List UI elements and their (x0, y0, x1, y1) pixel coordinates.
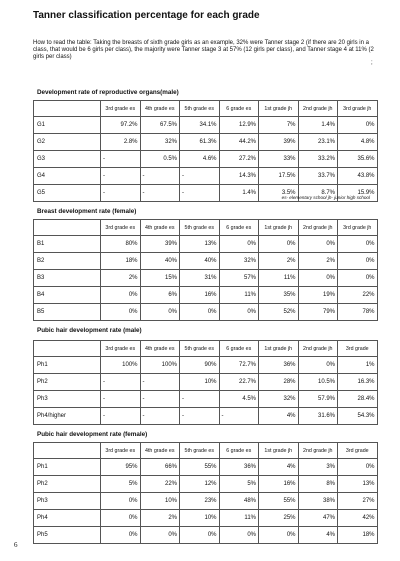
table-cell: 31% (180, 270, 220, 287)
row-label: Ph1 (34, 357, 101, 374)
table-cell: 32% (259, 391, 299, 408)
table-cell: 0% (140, 304, 180, 321)
row-label: Ph3 (34, 391, 101, 408)
table-cell: 11% (219, 287, 259, 304)
table-cell: 54.3% (338, 408, 378, 425)
table-header-row (34, 341, 378, 357)
table-cell: 5% (101, 476, 141, 493)
table-cell: 19% (298, 287, 338, 304)
table-cell: 2.8% (101, 134, 141, 151)
table-cell: 1.4% (219, 185, 259, 202)
table-row (34, 134, 378, 151)
table-cell: 1.4% (298, 117, 338, 134)
table-cell: 35.6% (338, 151, 378, 168)
page-number: 6 (14, 541, 18, 549)
table-cell: 0% (140, 527, 180, 544)
intro-mark: ; (371, 60, 373, 66)
table-cell: 95% (101, 459, 141, 476)
table-cell: 35% (259, 287, 299, 304)
row-label: G2 (34, 134, 101, 151)
table-cell: 97.2% (101, 117, 141, 134)
table-cell: 1% (338, 357, 378, 374)
column-header: 3rd grade jh (338, 101, 378, 117)
table-cell: 3.5% (259, 185, 299, 202)
table-cell: 0% (338, 270, 378, 287)
table-row (34, 270, 378, 287)
table-cell: - (101, 185, 141, 202)
column-header: 2nd grade jh (298, 220, 338, 236)
table-cell: - (180, 391, 220, 408)
table-cell: 2% (259, 253, 299, 270)
table-cell: 0% (101, 287, 141, 304)
column-header: 2nd grade jh (298, 443, 338, 459)
table-cell: 52% (259, 304, 299, 321)
table-cell: 2% (298, 253, 338, 270)
table-cell: 3% (298, 459, 338, 476)
column-header: 2nd grade jh (298, 101, 338, 117)
section-title-female-pubic-hair: Pubic hair development rate (female) (37, 431, 148, 438)
table-cell: 0% (338, 253, 378, 270)
table-cell: 48% (219, 493, 259, 510)
table-cell: 11% (259, 270, 299, 287)
column-header: 5th grade es (180, 220, 220, 236)
column-header: 4th grade es (140, 101, 180, 117)
row-label: Ph2 (34, 476, 101, 493)
table-cell: 4.6% (180, 151, 220, 168)
row-label: B2 (34, 253, 101, 270)
table-cell: 2% (140, 510, 180, 527)
column-header: 5th grade es (180, 101, 220, 117)
intro-paragraph: How to read the table: Taking the breasts of sixth grade girls as an example, 32% were Tanner stage 2 (if there are 20 girls in a class, that would be 6 girls per class), the majority were Tanner stage 3 at 57% (12 girls per class), and Tanner stage 4 at 11% (2 girls per class) (33, 40, 374, 60)
table-row (34, 287, 378, 304)
table-cell: 10% (140, 493, 180, 510)
table-cell: 23% (180, 493, 220, 510)
table-header-row (34, 101, 378, 117)
column-header: 5th grade es (180, 341, 220, 357)
table-cell: 15.9% (338, 185, 378, 202)
table-cell: 40% (140, 253, 180, 270)
row-label: Ph5 (34, 527, 101, 544)
header-corner-cell (34, 341, 101, 357)
table-cell: - (140, 408, 180, 425)
table-row (34, 357, 378, 374)
table-cell: 12% (180, 476, 220, 493)
table-cell: 10% (180, 374, 220, 391)
column-header: 1st grade jh (259, 101, 299, 117)
table-cell: 22% (338, 287, 378, 304)
table-cell: 39% (140, 236, 180, 253)
column-header: 3rd grade (338, 341, 378, 357)
table-cell: 31.6% (298, 408, 338, 425)
table-row (34, 408, 378, 425)
table-cell: 57% (219, 270, 259, 287)
table-cell: 27% (338, 493, 378, 510)
table-cell: 33% (259, 151, 299, 168)
section-title-breast: Breast development rate (female) (37, 208, 137, 215)
table-cell: - (180, 185, 220, 202)
table-cell: 10.5% (298, 374, 338, 391)
table-cell: - (101, 168, 141, 185)
column-header: 6 grade es (219, 220, 259, 236)
column-header: 5th grade es (180, 443, 220, 459)
table-cell: 38% (298, 493, 338, 510)
table-cell: - (101, 374, 141, 391)
column-header: 3rd grade es (101, 101, 141, 117)
table-cell: 13% (338, 476, 378, 493)
table-row (34, 459, 378, 476)
row-label: Ph4/higher (34, 408, 101, 425)
table-cell: 6% (140, 287, 180, 304)
table-row (34, 168, 378, 185)
table-cell: 4% (259, 408, 299, 425)
table-cell: 8% (298, 476, 338, 493)
table-cell: 55% (180, 459, 220, 476)
table-cell: 28.4% (338, 391, 378, 408)
table-cell: - (140, 374, 180, 391)
column-header: 4th grade es (140, 443, 180, 459)
column-header: 1st grade jh (259, 341, 299, 357)
table-cell: 10% (180, 510, 220, 527)
table-cell: 0% (101, 527, 141, 544)
row-label: G1 (34, 117, 101, 134)
table-cell: 36% (219, 459, 259, 476)
row-label: B3 (34, 270, 101, 287)
table-row (34, 374, 378, 391)
table-cell: 0% (338, 236, 378, 253)
column-header: 3rd grade es (101, 220, 141, 236)
column-header: 6 grade es (219, 443, 259, 459)
table-cell: - (101, 408, 141, 425)
row-label: Ph4 (34, 510, 101, 527)
table-cell: 16% (259, 476, 299, 493)
table-cell: 22% (140, 476, 180, 493)
table-cell: 0% (298, 236, 338, 253)
row-label: G4 (34, 168, 101, 185)
table-cell: 4.8% (338, 134, 378, 151)
column-header: 6 grade es (219, 341, 259, 357)
table-cell: - (101, 151, 141, 168)
header-corner-cell (34, 101, 101, 117)
table-cell: 18% (101, 253, 141, 270)
table-cell: 67.5% (140, 117, 180, 134)
table-cell: 0% (180, 304, 220, 321)
abbreviation-note: es- elementary school jh- junior high school (281, 195, 370, 200)
table-cell: 42% (338, 510, 378, 527)
table-row (34, 117, 378, 134)
table-row (34, 527, 378, 544)
table-cell: - (101, 391, 141, 408)
table-row (34, 493, 378, 510)
table-cell: 61.3% (180, 134, 220, 151)
table-header-row (34, 443, 378, 459)
table-cell: 18% (338, 527, 378, 544)
table-cell: 32% (219, 253, 259, 270)
table-cell: 0% (298, 270, 338, 287)
table-cell: 90% (180, 357, 220, 374)
table-cell: 0% (338, 117, 378, 134)
table-cell: 0% (219, 304, 259, 321)
table-breast (33, 219, 378, 321)
table-cell: 0% (219, 527, 259, 544)
table-male-reproductive (33, 100, 378, 202)
table-cell: 79% (298, 304, 338, 321)
table-cell: 32% (140, 134, 180, 151)
header-corner-cell (34, 443, 101, 459)
table-cell: 55% (259, 493, 299, 510)
table-cell: - (180, 168, 220, 185)
row-label: B4 (34, 287, 101, 304)
column-header: 1st grade jh (259, 443, 299, 459)
table-cell: 2% (101, 270, 141, 287)
table-cell: 0% (180, 527, 220, 544)
table-cell: 16% (180, 287, 220, 304)
column-header: 3rd grade jh (338, 220, 378, 236)
column-header: 4th grade es (140, 220, 180, 236)
table-cell: 5% (219, 476, 259, 493)
table-cell: 8.7% (298, 185, 338, 202)
table-cell: 22.7% (219, 374, 259, 391)
column-header: 6 grade es (219, 101, 259, 117)
table-cell: 100% (140, 357, 180, 374)
table-row (34, 304, 378, 321)
row-label: B5 (34, 304, 101, 321)
table-cell: 43.8% (338, 168, 378, 185)
section-title-male-reproductive: Development rate of reproductive organs(male) (37, 89, 179, 96)
table-row (34, 151, 378, 168)
table-cell: 4% (298, 527, 338, 544)
table-cell: 34.1% (180, 117, 220, 134)
table-row (34, 510, 378, 527)
table-cell: 12.9% (219, 117, 259, 134)
table-cell: 36% (259, 357, 299, 374)
table-cell: 0% (101, 493, 141, 510)
table-cell: 44.2% (219, 134, 259, 151)
table-cell: 27.2% (219, 151, 259, 168)
column-header: 3rd grade es (101, 443, 141, 459)
table-cell: 0% (101, 304, 141, 321)
table-cell: 40% (180, 253, 220, 270)
table-cell: 78% (338, 304, 378, 321)
table-male-pubic-hair (33, 340, 378, 425)
table-cell: 80% (101, 236, 141, 253)
table-cell: 4.5% (219, 391, 259, 408)
table-cell: 11% (219, 510, 259, 527)
table-cell: 23.1% (298, 134, 338, 151)
row-label: G5 (34, 185, 101, 202)
table-row (34, 236, 378, 253)
section-title-male-pubic-hair: Pubic hair development rate (male) (37, 327, 142, 334)
table-cell: 0% (298, 357, 338, 374)
table-row (34, 391, 378, 408)
table-cell: 17.5% (259, 168, 299, 185)
table-cell: 14.3% (219, 168, 259, 185)
table-cell: 39% (259, 134, 299, 151)
table-cell: - (140, 185, 180, 202)
column-header: 3rd grade es (101, 341, 141, 357)
table-cell: 0% (259, 527, 299, 544)
table-cell: 100% (101, 357, 141, 374)
column-header: 1st grade jh (259, 220, 299, 236)
table-cell: 33.7% (298, 168, 338, 185)
table-row (34, 476, 378, 493)
table-cell: 13% (180, 236, 220, 253)
column-header: 4th grade es (140, 341, 180, 357)
table-cell: 25% (259, 510, 299, 527)
table-cell: 0% (219, 236, 259, 253)
table-row (34, 253, 378, 270)
table-cell: 72.7% (219, 357, 259, 374)
page-title: Tanner classification percentage for each grade (33, 10, 260, 21)
table-cell: 7% (259, 117, 299, 134)
row-label: B1 (34, 236, 101, 253)
row-label: G3 (34, 151, 101, 168)
table-cell: 0% (338, 459, 378, 476)
table-cell: - (140, 168, 180, 185)
table-cell: 28% (259, 374, 299, 391)
column-header: 3rd grade (338, 443, 378, 459)
row-label: Ph1 (34, 459, 101, 476)
table-cell: 0.5% (140, 151, 180, 168)
table-cell: - (219, 408, 259, 425)
header-corner-cell (34, 220, 101, 236)
table-cell: 0% (259, 236, 299, 253)
table-cell: 47% (298, 510, 338, 527)
column-header: 2nd grade jh (298, 341, 338, 357)
row-label: Ph3 (34, 493, 101, 510)
table-female-pubic-hair (33, 442, 378, 544)
row-label: Ph2 (34, 374, 101, 391)
table-cell: 33.2% (298, 151, 338, 168)
table-cell: - (140, 391, 180, 408)
table-cell: 4% (259, 459, 299, 476)
table-cell: - (180, 408, 220, 425)
table-header-row (34, 220, 378, 236)
table-cell: 0% (101, 510, 141, 527)
table-cell: 66% (140, 459, 180, 476)
table-cell: 15% (140, 270, 180, 287)
table-cell: 16.3% (338, 374, 378, 391)
table-cell: 57.9% (298, 391, 338, 408)
